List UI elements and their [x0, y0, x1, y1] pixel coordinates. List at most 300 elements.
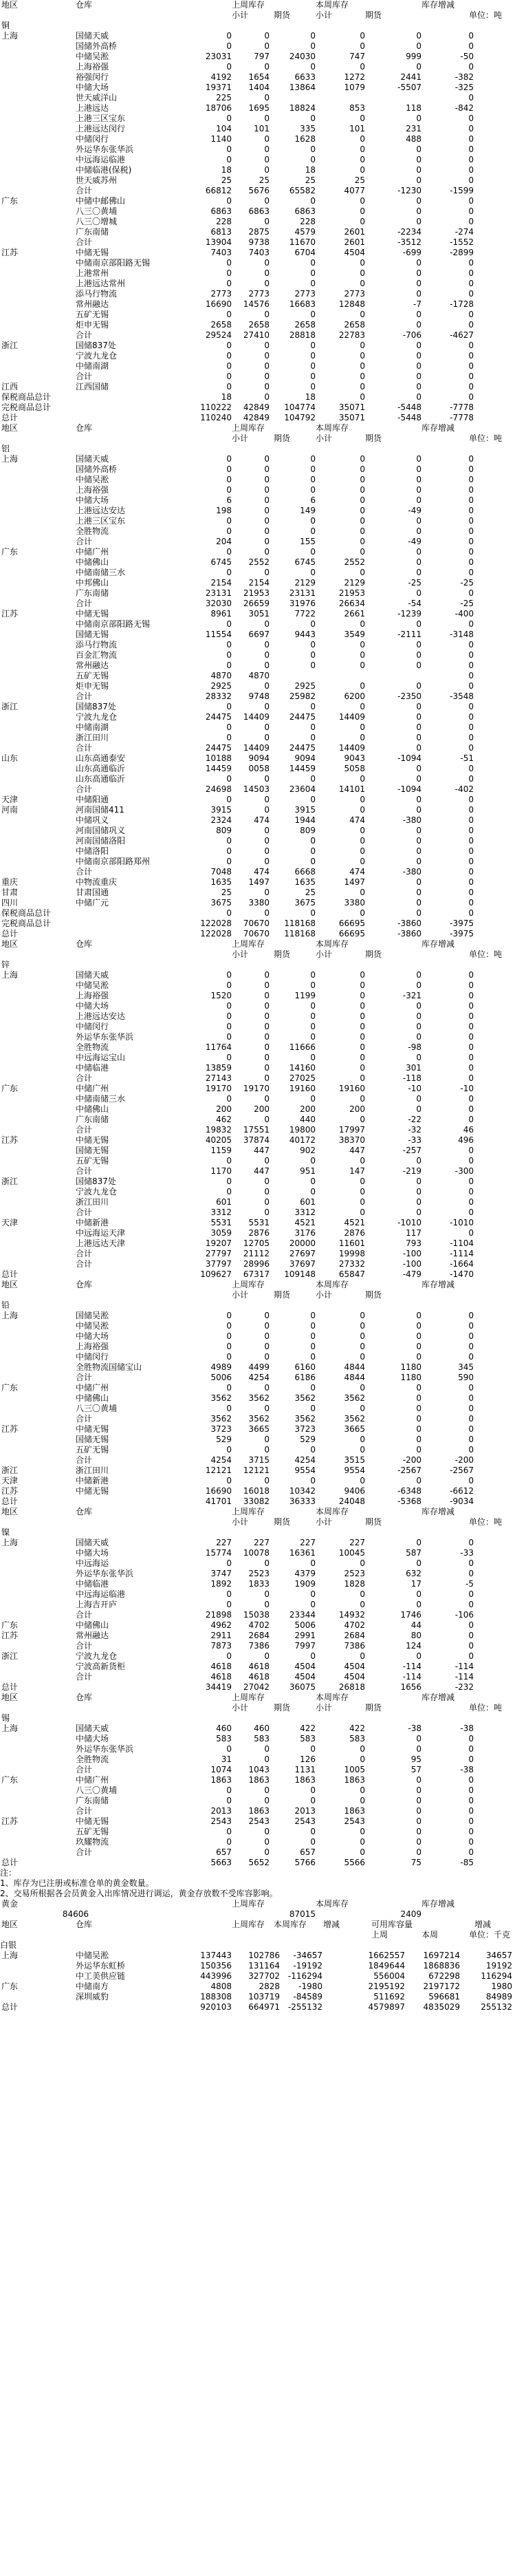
change-header: 库存增减 [421, 1693, 455, 1702]
value-cell: 2911 [210, 1631, 232, 1640]
value-cell: 0 [468, 268, 474, 278]
value-cell: 23344 [289, 1610, 316, 1620]
value-cell: 0 [226, 196, 232, 206]
value-cell: 0 [264, 1042, 270, 1052]
value-cell: 0 [416, 557, 421, 567]
value-cell: 0 [226, 846, 232, 856]
value-cell: 0 [264, 1177, 270, 1186]
value-cell: -22 [408, 1115, 421, 1124]
warehouse-cell: 深圳威豹 [76, 1992, 109, 2001]
value-cell: 3562 [248, 1414, 270, 1424]
value-cell: 26659 [243, 599, 270, 608]
warehouse-cell: 国储外高桥 [76, 464, 118, 474]
value-cell: 0 [468, 991, 474, 1000]
value-cell: 0 [360, 1187, 365, 1196]
notes-line-2: 2、交易所根据各会员黄金入出库情况进行调运，黄金存放数不受库容影响。 [0, 1889, 278, 1898]
value-cell: 70670 [243, 919, 270, 928]
table-row [0, 1435, 515, 1445]
value-cell: 4254 [210, 1455, 232, 1465]
value-cell: 0 [468, 1641, 474, 1651]
table-row [0, 134, 515, 144]
value-cell: 0 [310, 144, 316, 154]
table-row [0, 114, 515, 124]
table-row [0, 1785, 515, 1796]
value-cell: 227 [254, 1538, 270, 1547]
table-row [0, 506, 515, 516]
area-cell: 镍 [1, 1527, 10, 1537]
value-cell: 0 [416, 361, 421, 371]
value-cell: 3562 [294, 1414, 316, 1424]
value-cell: -5448 [397, 413, 421, 422]
value-cell: 0 [360, 351, 365, 361]
value-cell: 225 [216, 93, 232, 103]
value-cell: 0 [360, 1404, 365, 1413]
value-cell: 462 [216, 1115, 232, 1124]
value-cell: 0 [226, 1383, 232, 1393]
value-cell: 6813 [210, 227, 232, 237]
table-row [0, 691, 515, 702]
warehouse-cell: 合计 [76, 1641, 93, 1651]
value-cell: 0 [264, 1600, 270, 1609]
value-cell: 0 [310, 41, 316, 51]
warehouse-cell: 合计 [76, 1373, 93, 1382]
value-cell: 0 [226, 485, 232, 495]
warehouse-cell: 合计 [76, 537, 93, 546]
value-cell: 0 [360, 1796, 365, 1805]
value-cell: 0 [226, 640, 232, 650]
value-cell: -32 [408, 1125, 421, 1135]
area-cell: 广东 [1, 196, 19, 206]
value-cell: 7048 [210, 867, 232, 877]
this-week-header: 本周库存 [316, 1693, 349, 1702]
warehouse-cell: 合计 [76, 1847, 93, 1857]
value-cell: -380 [402, 815, 421, 825]
value-cell: 0 [416, 1342, 421, 1351]
value-cell: 0 [416, 1156, 421, 1166]
value-cell: -5 [465, 1579, 474, 1589]
value-cell: 0 [226, 980, 232, 990]
value-cell: 0 [468, 1208, 474, 1217]
warehouse-cell: 河南国储411 [76, 805, 124, 815]
area-cell: 天津 [1, 1218, 19, 1227]
value-cell: 118168 [284, 919, 316, 928]
area-cell: 上海 [1, 31, 19, 41]
warehouse-cell: 合计 [76, 691, 93, 701]
value-cell: 0 [310, 1094, 316, 1104]
value-cell: 0 [468, 1094, 474, 1104]
table-row [0, 1063, 515, 1073]
value-cell: 902 [300, 1146, 316, 1155]
table-row [0, 52, 515, 62]
subtotal-label: 小计 [232, 1517, 249, 1527]
table-row [0, 1610, 515, 1620]
value-cell: 0 [416, 722, 421, 732]
section-subheader-row [0, 949, 515, 960]
value-cell: 0 [468, 114, 474, 123]
silver-title: 白银 [0, 1940, 17, 1950]
table-row [0, 217, 515, 227]
value-cell: 10078 [243, 1548, 270, 1558]
value-cell: 0 [264, 1311, 270, 1320]
value-cell: 2991 [294, 1631, 316, 1640]
value-cell: 0 [226, 1311, 232, 1320]
value-cell: 0 [468, 62, 474, 72]
value-cell: 0 [468, 1445, 474, 1455]
value-cell: 0 [416, 1806, 421, 1816]
value-cell: 124 [406, 1641, 421, 1651]
value-cell: 0 [360, 805, 365, 815]
warehouse-cell: 甘肃国通 [76, 888, 109, 897]
value-cell: -1104 [450, 1238, 474, 1248]
value-cell: 422 [349, 1724, 365, 1733]
warehouse-cell: 国储无锡 [76, 1146, 109, 1155]
value-cell: 0 [264, 733, 270, 742]
value-cell: 0 [468, 506, 474, 515]
value-cell: 0 [468, 1775, 474, 1785]
value-cell: 3380 [248, 898, 270, 908]
value-cell: 37874 [243, 1135, 270, 1145]
value-cell: 1863 [344, 1806, 365, 1816]
value-cell: 0 [226, 1476, 232, 1485]
value-cell: 0 [264, 702, 270, 711]
value-cell: 0 [360, 537, 365, 546]
value-cell: 6668 [294, 867, 316, 877]
value-cell: 0 [264, 1011, 270, 1021]
value-cell: -118 [402, 1073, 421, 1083]
futures2-label: 期货 [365, 10, 382, 20]
value-cell: 35071 [338, 413, 365, 422]
change-header: 库存增减 [421, 0, 455, 10]
table-row [0, 1961, 515, 1971]
warehouse-cell: 中储无锡 [76, 1816, 109, 1826]
value-cell: -9034 [450, 1496, 474, 1506]
warehouse-cell: 上海裕强 [76, 485, 109, 495]
value-cell: 0 [416, 568, 421, 577]
value-cell: 0 [310, 526, 316, 536]
table-row [0, 248, 515, 258]
value-cell: 0 [360, 1827, 365, 1836]
area-cell: 上海 [1, 1951, 19, 1960]
value-cell: -49 [408, 537, 421, 546]
value-cell: 0 [468, 196, 474, 206]
value-cell: 25 [354, 175, 365, 185]
value-cell: 0 [226, 1796, 232, 1805]
value-cell: 18 [305, 165, 316, 175]
value-cell: 70670 [243, 929, 270, 938]
value-cell: 0 [360, 268, 365, 278]
table-row [0, 661, 515, 671]
table-row [0, 1156, 515, 1166]
futures2-label: 期货 [365, 1290, 382, 1300]
warehouse-cell: 常州融达 [76, 1631, 109, 1640]
section-subheader-row [0, 433, 515, 444]
value-cell: 10342 [289, 1486, 316, 1496]
value-cell: 1043 [248, 1765, 270, 1774]
warehouse-cell: 合计 [76, 867, 93, 877]
value-cell: 0 [360, 1445, 365, 1455]
value-cell: 0 [310, 268, 316, 278]
value-cell: 0 [264, 1053, 270, 1062]
value-cell: 231 [406, 124, 421, 133]
value-cell: 24048 [338, 1496, 365, 1506]
value-cell: 23131 [205, 588, 232, 598]
warehouse-cell: 裕强闵行 [76, 72, 109, 82]
table-row [0, 402, 515, 413]
table-row [0, 1373, 515, 1383]
value-cell: 2129 [344, 578, 365, 588]
table-row [0, 846, 515, 857]
value-cell: 0 [360, 1032, 365, 1042]
value-cell: 0 [226, 475, 232, 484]
warehouse-cell: 合计 [76, 1414, 93, 1424]
value-cell: -3148 [450, 630, 474, 639]
value-cell: 0 [360, 836, 365, 846]
table-row [0, 970, 515, 980]
value-cell: 0 [264, 93, 270, 103]
value-cell: -255132 [287, 2002, 322, 2012]
value-cell: 488 [406, 134, 421, 144]
value-cell: 0 [416, 196, 421, 206]
value-cell: 0 [360, 1208, 365, 1217]
value-cell: 0 [468, 1146, 474, 1155]
value-cell: -33 [408, 1135, 421, 1145]
value-cell: 1656 [400, 1682, 421, 1692]
this-week-header: 本周库存 [316, 423, 349, 433]
warehouse-cell: 合计 [76, 1125, 93, 1135]
warehouse-cell: 合计 [76, 330, 93, 340]
value-cell: 0 [226, 258, 232, 268]
value-cell: 18706 [205, 103, 232, 113]
value-cell: 0 [360, 62, 365, 72]
value-cell: 6863 [248, 206, 270, 216]
table-row [0, 1300, 515, 1311]
value-cell: 1497 [344, 877, 365, 887]
warehouse-cell: 中储新港 [76, 1218, 109, 1227]
value-cell: 0 [226, 1011, 232, 1021]
value-cell: 0 [416, 888, 421, 897]
area-header: 地区 [1, 423, 19, 433]
table-row [0, 413, 515, 423]
value-cell: 0 [416, 1383, 421, 1393]
value-cell: 0 [468, 857, 474, 866]
warehouse-cell: 宁波九龙仓 [76, 1187, 118, 1196]
value-cell: 7403 [248, 248, 270, 257]
warehouse-cell: 上海裕强 [76, 1342, 109, 1351]
value-cell: 0 [468, 1331, 474, 1341]
value-cell: 0 [360, 774, 365, 784]
value-cell: 0 [468, 1631, 474, 1640]
value-cell: -106 [454, 1610, 474, 1620]
area-cell: 总计 [1, 1858, 19, 1867]
table-row [0, 237, 515, 248]
subtotal2-label: 小计 [316, 10, 333, 20]
value-cell: 0 [468, 485, 474, 495]
value-cell: 19160 [338, 1084, 365, 1093]
value-cell: 0 [310, 1177, 316, 1186]
value-cell: 2197172 [423, 1982, 460, 1991]
table-row [0, 826, 515, 836]
value-cell: 200 [254, 1104, 270, 1114]
this-week-header: 本周库存 [316, 1507, 349, 1516]
value-cell: 0 [360, 1754, 365, 1764]
value-cell: 12121 [205, 1466, 232, 1475]
value-cell: 0 [264, 155, 270, 164]
value-cell: 0 [360, 1744, 365, 1754]
value-cell: 0 [468, 980, 474, 990]
table-row [0, 41, 515, 52]
warehouse-cell: 中储吴淞 [76, 475, 109, 484]
warehouse-cell: 中储吴淞 [76, 52, 109, 61]
value-cell: 583 [254, 1734, 270, 1743]
warehouse-cell: 全胜物流国储宝山 [76, 1362, 142, 1372]
area-cell: 上海 [1, 1724, 19, 1733]
warehouse-cell: 中储洛阳 [76, 846, 109, 856]
value-cell: 0 [226, 279, 232, 288]
value-cell: 116294 [481, 1971, 512, 1981]
table-row [0, 186, 515, 196]
warehouse-cell: 合计 [76, 186, 93, 195]
section-header-row [0, 1507, 515, 1517]
warehouse-cell: 河南国储洛阳 [76, 836, 126, 846]
value-cell: 0 [264, 495, 270, 505]
value-cell: 3665 [344, 1424, 365, 1434]
unit-label: 单位：吨 [469, 1517, 503, 1527]
value-cell: 27025 [289, 1073, 316, 1083]
subtotal-label: 小计 [232, 949, 249, 959]
value-cell: 0 [416, 1022, 421, 1031]
value-cell: 0 [264, 857, 270, 866]
value-cell: 0 [416, 836, 421, 846]
value-cell: 0 [360, 1837, 365, 1847]
value-cell: 0 [468, 1837, 474, 1847]
gold-metal-label: 黄金 [1, 1899, 19, 1909]
value-cell: 0 [226, 857, 232, 866]
value-cell: 4504 [344, 248, 365, 257]
section-header-row [0, 1693, 515, 1703]
value-cell: 1628 [294, 134, 316, 144]
value-cell: 2684 [344, 1631, 365, 1640]
section-subheader-row [0, 1517, 515, 1527]
area-cell: 重庆 [1, 877, 19, 887]
value-cell: 14409 [338, 712, 365, 722]
value-cell: 150356 [200, 1961, 232, 1971]
value-cell: 0 [360, 372, 365, 381]
value-cell: 0 [264, 1022, 270, 1031]
table-row [0, 103, 515, 114]
value-cell: 2523 [248, 1569, 270, 1578]
value-cell: 0 [226, 372, 232, 381]
value-cell: 0 [226, 382, 232, 391]
area-header: 地区 [1, 0, 19, 10]
value-cell: 26634 [338, 599, 365, 608]
value-cell: 0 [264, 836, 270, 846]
value-cell: 0 [468, 640, 474, 650]
value-cell: -3975 [450, 919, 474, 928]
value-cell: 529 [216, 1435, 232, 1444]
value-cell: 0 [416, 650, 421, 660]
value-cell: 0 [310, 1383, 316, 1393]
value-cell: 496 [458, 1135, 474, 1145]
warehouse-cell: 国储吴淞 [76, 1311, 109, 1320]
value-cell: 0 [468, 1187, 474, 1196]
value-cell: 0 [416, 1476, 421, 1485]
value-cell: 0 [360, 1342, 365, 1351]
warehouse-cell: 添马行物流 [76, 640, 118, 650]
warehouse-cell: 中储新港 [76, 1476, 109, 1485]
warehouse-cell: 中储佛山 [76, 557, 109, 567]
value-cell: 0 [310, 1827, 316, 1836]
value-cell: 0 [310, 1558, 316, 1568]
value-cell: 32030 [205, 599, 232, 608]
value-cell: 0 [416, 1321, 421, 1331]
value-cell: 0 [264, 144, 270, 154]
value-cell: 1863 [210, 1775, 232, 1785]
value-cell: 3312 [294, 1208, 316, 1217]
value-cell: 0 [310, 382, 316, 391]
value-cell: 0 [416, 1435, 421, 1444]
value-cell: -1980 [298, 1982, 322, 1991]
warehouse-cell: 八三〇黄埔 [76, 1785, 118, 1795]
area-cell: 上海 [1, 1538, 19, 1547]
value-cell: 3562 [344, 1414, 365, 1424]
value-cell: 3715 [248, 1455, 270, 1465]
last-week-header: 上周库存 [232, 1693, 265, 1702]
value-cell: 3380 [344, 898, 365, 908]
value-cell: 0 [360, 1011, 365, 1021]
value-cell: 0 [264, 1208, 270, 1217]
table-row [0, 1342, 515, 1352]
warehouse-cell: 合计 [76, 1455, 93, 1465]
silver-header-row [0, 1920, 515, 1930]
value-cell: 0 [416, 547, 421, 557]
warehouse-cell: 中储临港(保税) [76, 165, 132, 175]
value-cell: 2658 [248, 320, 270, 330]
warehouse-cell: 中储吴淞 [76, 1321, 109, 1331]
value-cell: 24475 [205, 743, 232, 753]
value-cell: -100 [402, 1259, 421, 1269]
table-row [0, 196, 515, 206]
value-cell: 12705 [243, 1238, 270, 1248]
area-cell: 广东 [1, 1620, 19, 1630]
value-cell: 511692 [373, 1992, 405, 2001]
value-cell: -706 [402, 330, 421, 340]
value-cell: 0 [226, 1032, 232, 1042]
value-cell: -2234 [397, 227, 421, 237]
value-cell: 474 [254, 815, 270, 825]
value-cell: 84989 [485, 1992, 512, 2001]
value-cell: 0 [264, 619, 270, 629]
value-cell: 0 [468, 1115, 474, 1124]
value-cell: 104792 [284, 413, 316, 422]
value-cell: 0 [264, 372, 270, 381]
table-row [0, 1445, 515, 1455]
area-cell: 江苏 [1, 609, 19, 619]
value-cell: 7997 [294, 1641, 316, 1651]
table-row [0, 1414, 515, 1424]
value-cell: 102786 [248, 1951, 280, 1960]
warehouse-cell: 中远海运宝山 [76, 1053, 126, 1062]
warehouse-cell: 合计 [76, 1610, 93, 1620]
table-row [0, 1713, 515, 1724]
value-cell: -4627 [450, 330, 474, 340]
value-cell: 0 [468, 661, 474, 670]
value-cell: 590 [458, 1373, 474, 1382]
value-cell: -200 [454, 1455, 474, 1465]
value-cell: -257 [402, 1146, 421, 1155]
value-cell: 0 [264, 134, 270, 144]
area-cell: 保税商品总计 [1, 392, 52, 402]
table-row [0, 341, 515, 351]
